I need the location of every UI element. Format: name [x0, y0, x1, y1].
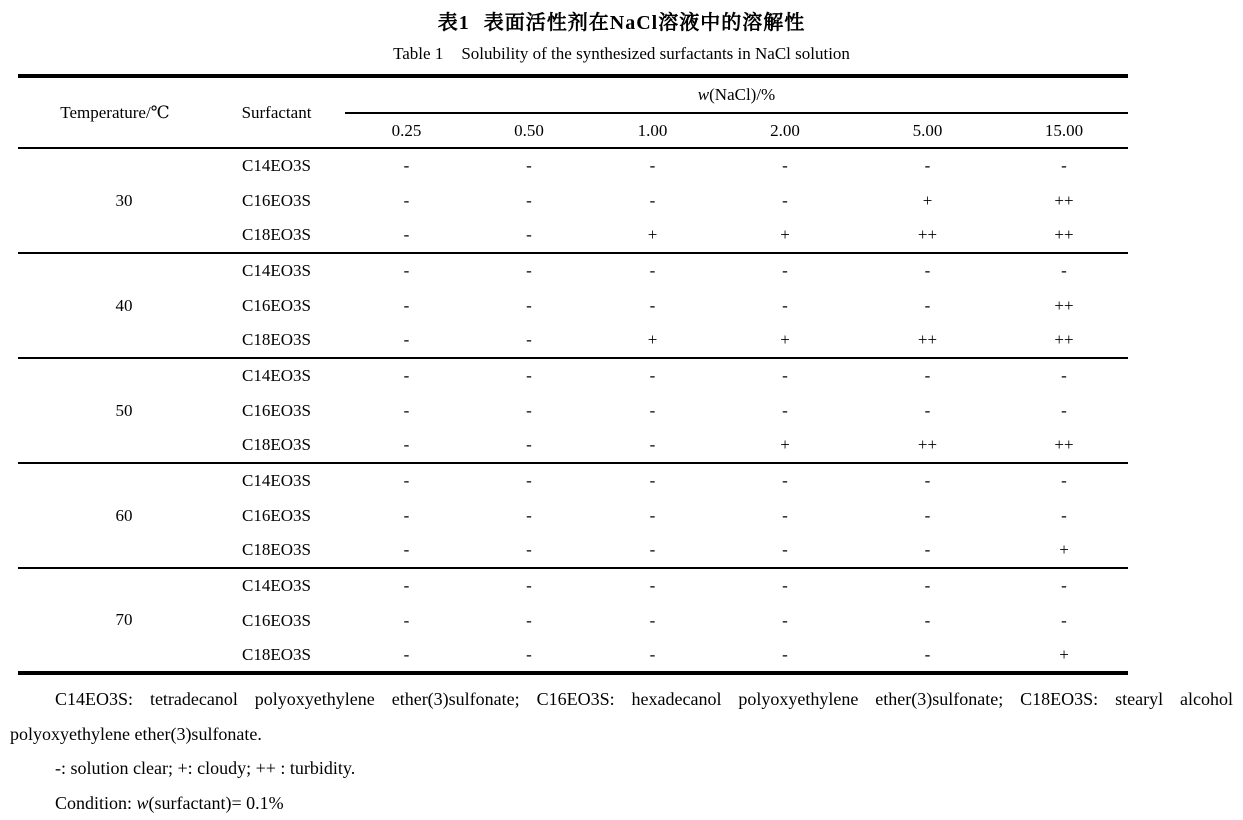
solubility-value: -	[715, 568, 855, 603]
solubility-value: -	[1000, 463, 1128, 498]
surfactant-cell: C18EO3S	[208, 533, 345, 568]
surfactant-cell: C16EO3S	[208, 183, 345, 218]
solubility-value: -	[468, 533, 590, 568]
solubility-value: -	[855, 253, 1000, 288]
solubility-value: -	[345, 393, 468, 428]
solubility-value: -	[855, 498, 1000, 533]
solubility-value: -	[345, 358, 468, 393]
solubility-value: -	[468, 638, 590, 673]
nacl-concentration-header: 2.00	[715, 113, 855, 148]
surfactant-cell: C16EO3S	[208, 498, 345, 533]
solubility-value: -	[1000, 393, 1128, 428]
temperature-cell: 50	[18, 358, 208, 463]
surfactant-cell: C14EO3S	[208, 358, 345, 393]
solubility-value: -	[715, 498, 855, 533]
solubility-value: -	[590, 533, 715, 568]
solubility-value: -	[715, 253, 855, 288]
solubility-value: -	[345, 218, 468, 253]
temperature-column-header: Temperature/℃	[18, 76, 208, 148]
solubility-value: -	[590, 183, 715, 218]
nacl-concentration-header: 15.00	[1000, 113, 1128, 148]
solubility-value: -	[468, 568, 590, 603]
solubility-value: +	[715, 218, 855, 253]
solubility-value: -	[855, 358, 1000, 393]
table-title-en-label: Table 1	[393, 44, 443, 63]
nacl-concentration-group-header	[345, 76, 1128, 113]
solubility-value: -	[590, 148, 715, 183]
solubility-value: -	[468, 323, 590, 358]
surfactant-cell: C18EO3S	[208, 218, 345, 253]
solubility-value: -	[345, 288, 468, 323]
solubility-value: -	[345, 463, 468, 498]
solubility-value: -	[590, 358, 715, 393]
solubility-value: -	[715, 183, 855, 218]
solubility-value: -	[468, 253, 590, 288]
table-row	[18, 253, 1128, 288]
solubility-value: -	[345, 428, 468, 463]
solubility-value: ++	[855, 428, 1000, 463]
nacl-concentration-header: 0.25	[345, 113, 468, 148]
solubility-value: -	[855, 393, 1000, 428]
solubility-value: -	[345, 148, 468, 183]
solubility-value: -	[590, 253, 715, 288]
solubility-value: -	[468, 218, 590, 253]
solubility-value: -	[468, 358, 590, 393]
condition-w-symbol: w	[137, 793, 149, 813]
solubility-value: -	[590, 568, 715, 603]
table-footnotes	[10, 682, 1233, 820]
solubility-value: +	[590, 323, 715, 358]
nacl-concentration-header: 1.00	[590, 113, 715, 148]
surfactant-cell: C18EO3S	[208, 428, 345, 463]
solubility-value: -	[345, 323, 468, 358]
solubility-value: +	[715, 323, 855, 358]
solubility-value: +	[1000, 533, 1128, 568]
solubility-value: -	[468, 463, 590, 498]
solubility-value: -	[590, 428, 715, 463]
header-row-1	[18, 76, 1128, 113]
solubility-value: +	[590, 218, 715, 253]
solubility-value: -	[1000, 253, 1128, 288]
table-row	[18, 568, 1128, 603]
surfactant-cell: C14EO3S	[208, 253, 345, 288]
surfactant-cell: C16EO3S	[208, 288, 345, 323]
solubility-value: -	[715, 463, 855, 498]
solubility-value: -	[345, 638, 468, 673]
nacl-w-symbol: w	[698, 85, 709, 104]
nacl-unit-text: (NaCl)/%	[709, 85, 775, 104]
solubility-value: -	[345, 603, 468, 638]
solubility-value: -	[345, 253, 468, 288]
solubility-value: -	[1000, 568, 1128, 603]
solubility-value: -	[715, 603, 855, 638]
solubility-value: -	[468, 183, 590, 218]
table-title-en	[0, 44, 1243, 64]
solubility-value: ++	[1000, 288, 1128, 323]
surfactant-cell: C18EO3S	[208, 638, 345, 673]
solubility-value: -	[1000, 498, 1128, 533]
solubility-value: -	[715, 358, 855, 393]
surfactant-cell: C14EO3S	[208, 568, 345, 603]
solubility-value: -	[855, 463, 1000, 498]
solubility-value: -	[855, 148, 1000, 183]
solubility-value: -	[345, 498, 468, 533]
solubility-value: -	[468, 603, 590, 638]
footnote-symbol-legend: -: solution clear; +: cloudy; ++ : turbidity.	[10, 751, 1233, 786]
solubility-value: -	[590, 498, 715, 533]
solubility-value: -	[590, 393, 715, 428]
solubility-value: +	[715, 428, 855, 463]
condition-suffix: (surfactant)= 0.1%	[149, 793, 284, 813]
table-title-cn-text: 表面活性剂在NaCl溶液中的溶解性	[484, 12, 805, 34]
surfactant-column-header: Surfactant	[208, 76, 345, 148]
solubility-value: -	[1000, 358, 1128, 393]
solubility-value: ++	[855, 323, 1000, 358]
solubility-value: -	[345, 533, 468, 568]
table-row	[18, 463, 1128, 498]
surfactant-cell: C18EO3S	[208, 323, 345, 358]
temperature-cell: 40	[18, 253, 208, 358]
table-title-cn	[0, 0, 1243, 35]
solubility-value: -	[855, 288, 1000, 323]
solubility-value: -	[468, 148, 590, 183]
solubility-value: +	[855, 183, 1000, 218]
solubility-value: -	[590, 288, 715, 323]
nacl-concentration-header: 0.50	[468, 113, 590, 148]
solubility-value: -	[855, 638, 1000, 673]
solubility-value: ++	[1000, 183, 1128, 218]
surfactant-cell: C16EO3S	[208, 603, 345, 638]
solubility-value: -	[715, 533, 855, 568]
solubility-value: -	[1000, 603, 1128, 638]
solubility-value: ++	[855, 218, 1000, 253]
solubility-value: -	[715, 638, 855, 673]
solubility-value: -	[715, 393, 855, 428]
solubility-value: -	[345, 568, 468, 603]
footnote-surfactant-definitions: C14EO3S: tetradecanol polyoxyethylene ether(3)sulfonate; C16EO3S: hexadecanol polyoxyethylene ether(3)sulfonate; C18EO3S: stearyl alcohol polyoxyethylene ether(3)sulfonate.	[10, 682, 1233, 751]
solubility-value: -	[468, 393, 590, 428]
solubility-value: +	[1000, 638, 1128, 673]
temperature-cell: 60	[18, 463, 208, 568]
condition-prefix: Condition:	[55, 793, 137, 813]
solubility-value: -	[590, 603, 715, 638]
solubility-value: -	[855, 568, 1000, 603]
table-title-cn-label: 表1	[438, 12, 470, 34]
solubility-value: -	[468, 288, 590, 323]
solubility-table	[18, 74, 1128, 675]
solubility-value: -	[1000, 148, 1128, 183]
solubility-value: -	[855, 603, 1000, 638]
solubility-value: -	[468, 428, 590, 463]
solubility-value: -	[715, 148, 855, 183]
solubility-value: -	[590, 638, 715, 673]
surfactant-cell: C14EO3S	[208, 148, 345, 183]
surfactant-cell: C14EO3S	[208, 463, 345, 498]
solubility-value: -	[345, 183, 468, 218]
solubility-value: -	[468, 498, 590, 533]
surfactant-cell: C16EO3S	[208, 393, 345, 428]
table-row	[18, 148, 1128, 183]
footnote-condition	[10, 786, 1233, 820]
table-header	[18, 76, 1128, 148]
solubility-value: -	[855, 533, 1000, 568]
temperature-cell: 70	[18, 568, 208, 673]
nacl-concentration-header: 5.00	[855, 113, 1000, 148]
temperature-cell: 30	[18, 148, 208, 253]
solubility-value: ++	[1000, 218, 1128, 253]
table-title-en-text: Solubility of the synthesized surfactants in NaCl solution	[461, 44, 850, 63]
solubility-value: ++	[1000, 428, 1128, 463]
table-body	[18, 148, 1128, 673]
table-row	[18, 358, 1128, 393]
solubility-value: ++	[1000, 323, 1128, 358]
solubility-value: -	[590, 463, 715, 498]
solubility-value: -	[715, 288, 855, 323]
